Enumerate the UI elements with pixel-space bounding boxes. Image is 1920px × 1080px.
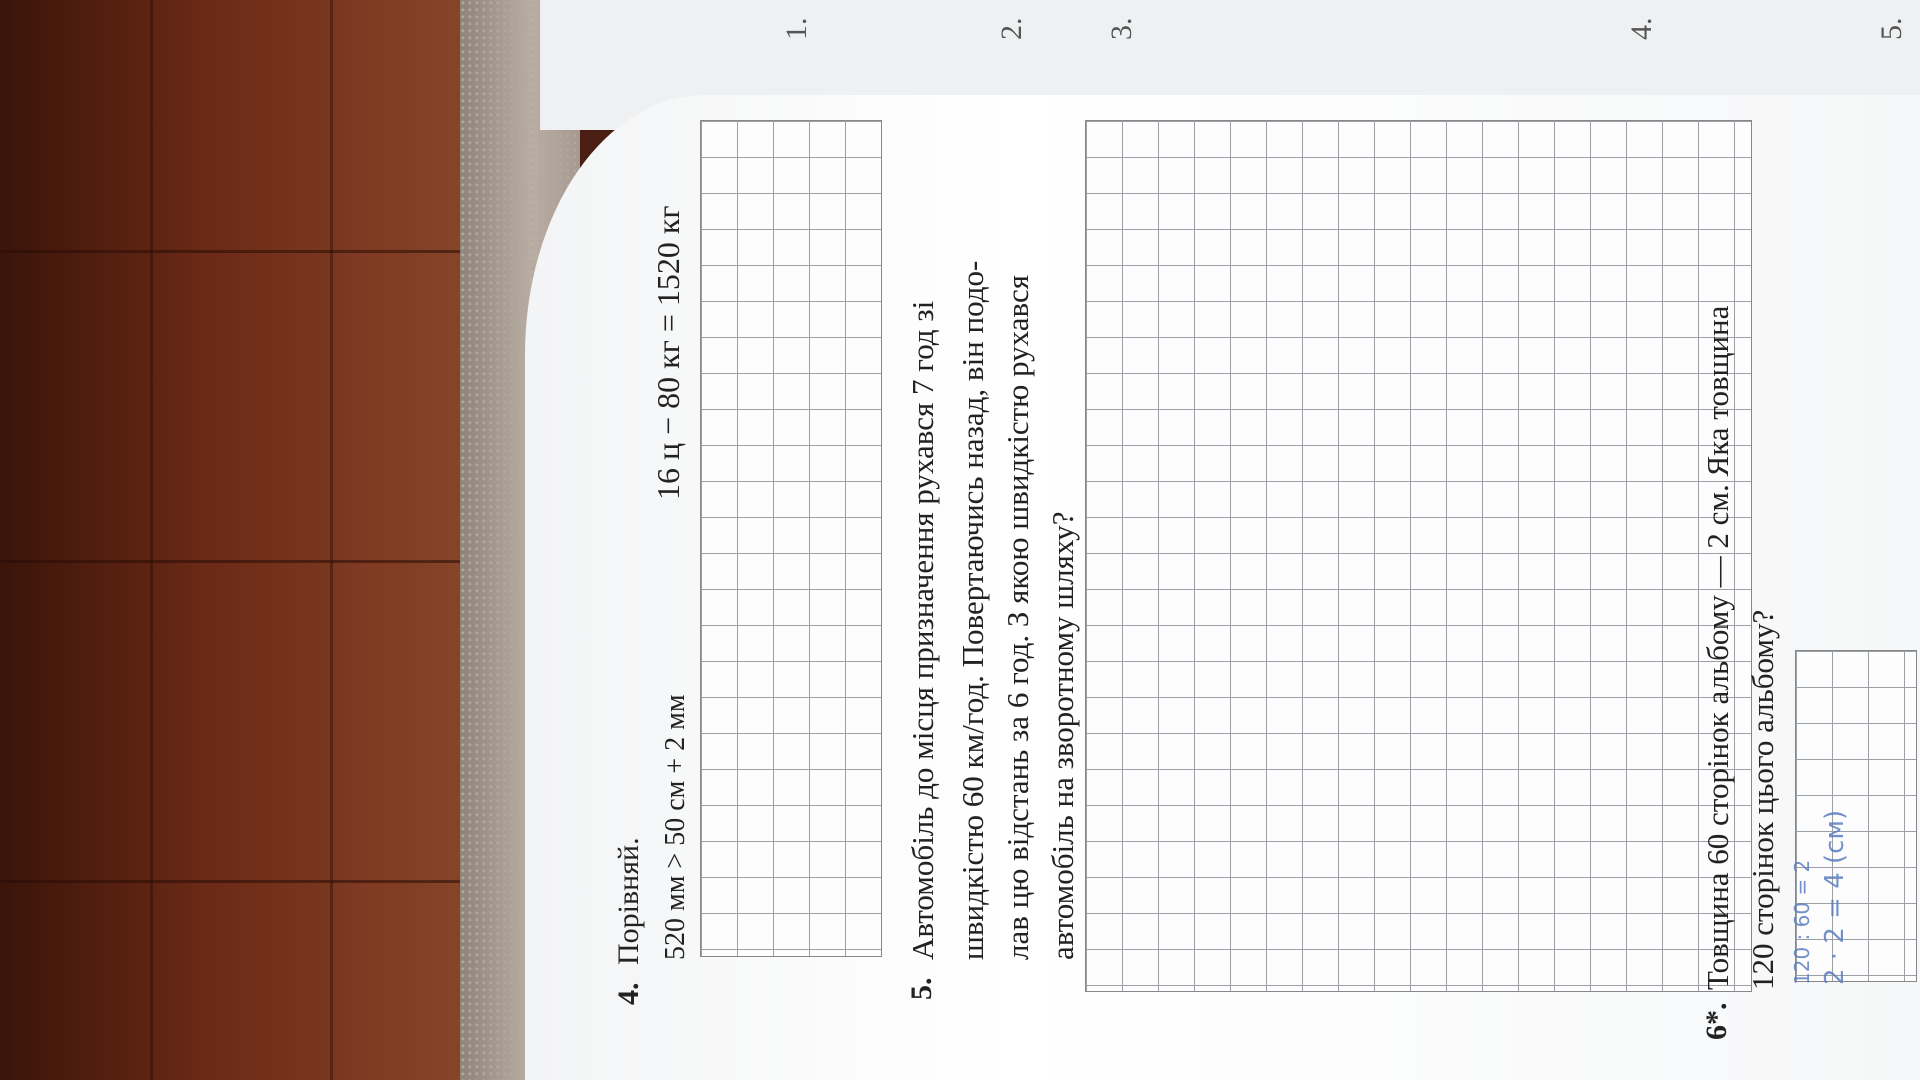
task5-line-2: швидкістю 60 км/год. Повертаючись назад, він подо- — [955, 260, 990, 960]
task5-number: 5. — [905, 977, 938, 1000]
task5-answer-grid[interactable] — [1085, 120, 1752, 992]
handwritten-answer: 2 · 2 = 4 (см) — [1820, 809, 1850, 985]
margin-number: 2. — [995, 17, 1028, 40]
task5-line-4: автомобіль на зворотному шляху? — [1045, 511, 1080, 960]
floor-tile-line — [0, 250, 470, 253]
floor-tile-line — [0, 880, 470, 883]
margin-number: 1. — [780, 17, 813, 40]
floor-tile-line — [0, 560, 470, 563]
task4-expression-1: 520 мм > 50 см + 2 мм — [660, 694, 691, 960]
floor-background — [0, 0, 520, 1080]
task5-line-3: лав цю відстань за 6 год. З якою швидкістю рухався — [1000, 275, 1035, 960]
task5-line-1: Автомобіль до місця призначення рухався 7 год зі — [905, 300, 940, 960]
margin-number: 3. — [1105, 17, 1138, 40]
handwritten-calculation: 120 : 60 = 2 — [1790, 859, 1814, 985]
floor-tile-line — [330, 0, 333, 1080]
task6-line-2: 120 сторінок цього альбому? — [1745, 609, 1780, 990]
task4-title: Порівняй. — [612, 837, 645, 965]
task6-line-1: Товщина 60 сторінок альбому — 2 см. Яка товщина — [1700, 305, 1735, 990]
task4-number: 4. — [612, 982, 645, 1005]
task4-answer-grid[interactable] — [700, 120, 882, 957]
margin-number: 5. — [1875, 17, 1908, 40]
task6-number: 6*. — [1700, 1002, 1733, 1040]
task4-expression-2: 16 ц − 80 кг = 1520 кг — [650, 205, 686, 500]
floor-tile-line — [150, 0, 153, 1080]
margin-number: 4. — [1625, 17, 1658, 40]
